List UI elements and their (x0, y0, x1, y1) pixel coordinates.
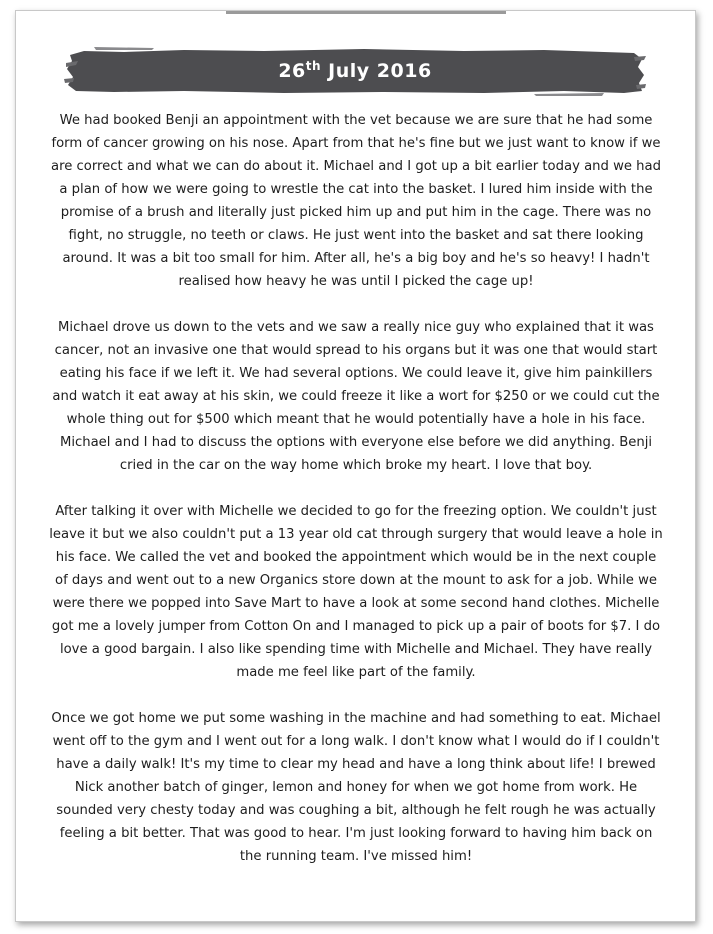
date-suffix: th (305, 59, 322, 73)
entry-paragraph: We had booked Benji an appointment with the vet because we are sure that he had some form of cancer growing on his nose. Apart from that he's fine but we just want to know if we are correct and what we can do about it. Michael and I got up a bit earlier today and we had a plan of how we were going to wrestle the cat into the basket. I lured him inside with the promise of a brush and literally just picked him up and put him in the cage. There was no fight, no struggle, no teeth or claws. He just went into the basket and sat there looking around. It was a bit too small for him. After all, he's a big boy and he's so heavy! I hadn't realised how heavy he was until I picked the cage up! (51, 113, 661, 289)
journal-page (15, 10, 696, 922)
entry-date (64, 45, 646, 97)
entry-body (48, 109, 664, 891)
entry-paragraph: After talking it over with Michelle we decided to go for the freezing option. We couldn't just leave it but we also couldn't put a 13 year old cat through surgery that would leave a hole in his face. We called the vet and booked the appointment which would be in the next couple of days and went out to a new Organics store down at the mount to ask for a job. While we were there we popped into Save Mart to have a look at some second hand clothes. Michelle got me a lovely jumper from Cotton On and I managed to pick up a pair of boots for $7. I do love a good bargain. I also like spending time with Michelle and Michael. They have really made me feel like part of the family. (49, 504, 663, 680)
date-month-year: July 2016 (328, 60, 432, 82)
date-day: 26 (278, 60, 306, 82)
date-banner (64, 45, 646, 97)
entry-paragraph: Michael drove us down to the vets and we saw a really nice guy who explained that it was cancer, not an invasive one that would spread to his organs but it was one that would start eating his face if we left it. We had several options. We could leave it, give him painkillers and watch it eat away at his skin, we could freeze it like a wort for $250 or we could cut the whole thing out for $500 which meant that he would potentially have a hole in his face. Michael and I had to discuss the options with everyone else before we did anything. Benji cried in the car on the way home which broke my heart. I love that boy. (52, 320, 660, 473)
entry-paragraph: Once we got home we put some washing in the machine and had something to eat. Michael went off to the gym and I went out for a long walk. I don't know what I would do if I couldn't have a daily walk! It's my time to clear my head and have a long think about life! I brewed Nick another batch of ginger, lemon and honey for when we got home from work. He sounded very chesty today and was coughing a bit, although he felt rough he was actually feeling a bit better. That was good to hear. I'm just looking forward to having him back on the running team. I've missed him! (51, 711, 661, 864)
page-top-mark (226, 11, 506, 14)
